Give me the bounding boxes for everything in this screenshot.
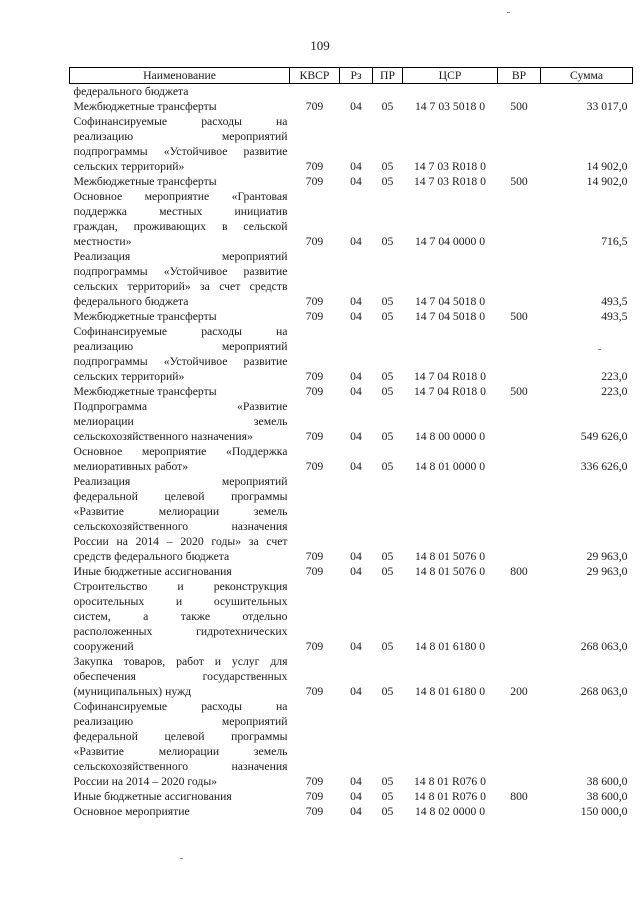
cell-csr: 14 8 01 R076 0 (413, 790, 487, 803)
table-row (70, 579, 633, 654)
cell-sum: 223,0 (601, 370, 628, 383)
cell-name-line: Межбюджетные трансферты (73, 175, 217, 188)
cell-sum: 268 063,0 (580, 685, 628, 698)
table-row (70, 174, 633, 189)
cell-pr: 05 (381, 235, 394, 248)
cell-pr: 05 (381, 790, 394, 803)
cell-name (70, 249, 290, 309)
cell-sum: 268 063,0 (580, 640, 628, 653)
column-header-sum: Сумма (541, 68, 633, 84)
cell-name-line: Основное мероприятие «Поддержка (73, 445, 288, 458)
cell-sum: 336 626,0 (580, 460, 628, 473)
cell-vr: 500 (510, 310, 528, 323)
cell-csr: 14 7 04 R018 0 (413, 370, 487, 383)
cell-name-line: оросительных и осушительных (73, 595, 288, 608)
cell-csr: 14 7 03 R018 0 (413, 175, 487, 188)
cell-name (70, 189, 290, 249)
cell-kvsr: 709 (305, 685, 324, 698)
cell-name (70, 444, 290, 474)
table-row (70, 474, 633, 564)
column-header-pr: ПР (373, 68, 403, 84)
cell-sum: 38 600,0 (586, 790, 628, 803)
cell-name-line: обеспечения государственных (73, 670, 288, 683)
cell-vr (498, 579, 541, 654)
cell-name-line: подпрограммы «Устойчивое развитие (73, 265, 288, 278)
cell-name-line: местности» (73, 235, 132, 248)
cell-sum: 38 600,0 (586, 775, 628, 788)
cell-rz: 04 (350, 370, 362, 383)
cell-kvsr: 709 (305, 235, 324, 248)
cell-kvsr: 709 (305, 100, 324, 113)
table-row (70, 699, 633, 789)
cell-csr: 14 8 01 R076 0 (413, 775, 487, 788)
cell-kvsr: 709 (305, 790, 324, 803)
cell-vr: 500 (510, 100, 528, 113)
cell-name-line: Софинансируемые расходы на (73, 325, 288, 338)
cell-name-line: федеральной целевой программы (73, 490, 288, 503)
table-row (70, 564, 633, 579)
cell-name-line: сооружений (73, 640, 134, 653)
cell-rz: 04 (350, 775, 362, 788)
cell-csr: 14 7 03 5018 0 (414, 100, 486, 113)
cell-kvsr: 709 (305, 175, 324, 188)
cell-pr (373, 84, 403, 100)
cell-rz (340, 84, 373, 100)
cell-kvsr: 709 (305, 775, 324, 788)
table-row (70, 249, 633, 309)
table-row (70, 114, 633, 174)
cell-vr (498, 189, 541, 249)
table-row (70, 324, 633, 384)
cell-name (70, 789, 290, 804)
cell-rz: 04 (350, 430, 362, 443)
cell-name-line: Межбюджетные трансферты (73, 310, 217, 323)
cell-pr: 05 (381, 805, 394, 818)
cell-pr: 05 (381, 295, 394, 308)
cell-kvsr: 709 (305, 460, 324, 473)
cell-sum (541, 84, 633, 100)
cell-name-line: Строительство и реконструкция (73, 580, 288, 593)
cell-rz: 04 (350, 640, 362, 653)
cell-kvsr: 709 (305, 160, 324, 173)
cell-name-line: Реализация мероприятий (73, 475, 288, 488)
cell-name-line: расположенных гидротехнических (73, 625, 288, 638)
cell-name (70, 579, 290, 654)
cell-name-line: Иные бюджетные ассигнования (73, 565, 232, 578)
cell-vr (498, 114, 541, 174)
cell-name-line: реализацию мероприятий (73, 130, 288, 143)
cell-name-line: федерального бюджета (73, 85, 189, 98)
cell-name-line: Софинансируемые расходы на (73, 700, 288, 713)
cell-csr: 14 7 03 R018 0 (413, 160, 487, 173)
cell-kvsr: 709 (305, 430, 324, 443)
cell-name-line: Межбюджетные трансферты (73, 100, 217, 113)
cell-name-line: сельскохозяйственного назначения (73, 760, 288, 773)
table-row (70, 309, 633, 324)
cell-sum: 29 963,0 (586, 565, 628, 578)
cell-name-line: поддержка местных инициатив (73, 205, 288, 218)
cell-name-line: мелиорации земель (73, 415, 288, 428)
table-row (70, 84, 633, 100)
cell-rz: 04 (350, 175, 362, 188)
table-row (70, 384, 633, 399)
cell-name-line: мелиоративных работ» (73, 460, 189, 473)
cell-pr: 05 (381, 550, 394, 563)
cell-pr: 05 (381, 460, 394, 473)
cell-csr: 14 8 01 5076 0 (414, 565, 486, 578)
cell-pr: 05 (381, 370, 394, 383)
cell-csr: 14 8 00 0000 0 (414, 430, 486, 443)
cell-name-line: систем, а также отдельно (73, 610, 288, 623)
cell-sum: 33 017,0 (586, 100, 628, 113)
cell-pr: 05 (381, 160, 394, 173)
cell-vr (498, 699, 541, 789)
cell-name-line: Основное мероприятие «Грантовая (73, 190, 288, 203)
cell-name-line: Основное мероприятие (73, 805, 190, 818)
cell-name-line: Закупка товаров, работ и услуг для (73, 655, 288, 668)
cell-name-line: реализацию мероприятий (73, 715, 288, 728)
cell-name (70, 399, 290, 444)
cell-vr: 500 (510, 385, 528, 398)
cell-vr (498, 324, 541, 384)
cell-sum: 14 902,0 (586, 175, 628, 188)
cell-vr: 800 (510, 790, 528, 803)
scan-speck (598, 349, 601, 350)
cell-name (70, 654, 290, 699)
cell-kvsr (290, 84, 340, 100)
cell-kvsr: 709 (305, 295, 324, 308)
cell-pr: 05 (381, 385, 394, 398)
column-header-name: Наименование (70, 68, 290, 84)
cell-sum: 14 902,0 (586, 160, 628, 173)
column-header-csr: ЦСР (403, 68, 498, 84)
cell-name-line: России на 2014 – 2020 годы» (73, 775, 218, 788)
cell-name-line: подпрограммы «Устойчивое развитие (73, 355, 288, 368)
cell-sum: 493,5 (601, 295, 628, 308)
cell-name-line: Подпрограмма «Развитие (73, 400, 288, 413)
cell-pr: 05 (381, 175, 394, 188)
cell-rz: 04 (350, 790, 362, 803)
cell-rz: 04 (350, 565, 362, 578)
cell-csr: 14 8 01 5076 0 (414, 550, 486, 563)
budget-table (69, 67, 633, 819)
cell-rz: 04 (350, 460, 362, 473)
cell-vr: 200 (510, 685, 528, 698)
cell-rz: 04 (350, 685, 362, 698)
cell-vr (498, 444, 541, 474)
cell-rz: 04 (350, 385, 362, 398)
cell-name (70, 804, 290, 819)
table-row (70, 444, 633, 474)
cell-name-line: сельскохозяйственного назначения» (73, 430, 253, 443)
table-header-row (70, 68, 633, 84)
cell-name-line: сельскохозяйственного назначения (73, 520, 288, 533)
cell-rz: 04 (350, 310, 362, 323)
cell-name-line: «Развитие мелиорации земель (73, 505, 288, 518)
cell-sum: 29 963,0 (586, 550, 628, 563)
cell-kvsr: 709 (305, 370, 324, 383)
cell-pr: 05 (381, 685, 394, 698)
table-row (70, 804, 633, 819)
cell-rz: 04 (350, 100, 362, 113)
cell-rz: 04 (350, 160, 362, 173)
cell-csr: 14 8 01 6180 0 (414, 640, 486, 653)
table-row (70, 189, 633, 249)
cell-kvsr: 709 (305, 550, 324, 563)
column-header-vr: ВР (498, 68, 541, 84)
cell-pr: 05 (381, 640, 394, 653)
cell-name (70, 564, 290, 579)
cell-name-line: «Развитие мелиорации земель (73, 745, 288, 758)
cell-name-line: сельских территорий» (73, 370, 185, 383)
cell-name-line: подпрограммы «Устойчивое развитие (73, 145, 288, 158)
cell-csr: 14 7 04 R018 0 (413, 385, 487, 398)
column-header-kvsr: КВСР (290, 68, 340, 84)
cell-rz: 04 (350, 550, 362, 563)
cell-rz: 04 (350, 235, 362, 248)
cell-pr: 05 (381, 775, 394, 788)
cell-rz: 04 (350, 295, 362, 308)
cell-sum: 150 000,0 (580, 805, 628, 818)
cell-name-line: средств федерального бюджета (73, 550, 230, 563)
cell-name-line: реализацию мероприятий (73, 340, 288, 353)
cell-csr (403, 84, 498, 100)
cell-kvsr: 709 (305, 310, 324, 323)
cell-name (70, 84, 290, 100)
table-row (70, 99, 633, 114)
cell-name-line: Межбюджетные трансферты (73, 385, 217, 398)
cell-name (70, 324, 290, 384)
cell-name (70, 114, 290, 174)
cell-name-line: федеральной целевой программы (73, 730, 288, 743)
cell-sum: 223,0 (601, 385, 628, 398)
cell-vr (498, 249, 541, 309)
cell-sum: 549 626,0 (580, 430, 628, 443)
cell-vr (498, 84, 541, 100)
page-number: 109 (310, 38, 330, 53)
cell-name-line: сельских территорий» за счет средств (73, 280, 288, 293)
table-row (70, 789, 633, 804)
cell-name-line: федерального бюджета (73, 295, 189, 308)
cell-csr: 14 8 01 6180 0 (414, 685, 486, 698)
cell-csr: 14 8 01 0000 0 (414, 460, 486, 473)
cell-vr (498, 399, 541, 444)
scan-speck (180, 858, 183, 859)
cell-csr: 14 7 04 0000 0 (414, 235, 486, 248)
cell-name (70, 99, 290, 114)
cell-name (70, 384, 290, 399)
cell-vr (498, 474, 541, 564)
cell-name-line: Софинансируемые расходы на (73, 115, 288, 128)
cell-vr: 500 (510, 175, 528, 188)
cell-name-line: граждан, проживающих в сельской (73, 220, 288, 233)
table-body (70, 84, 633, 820)
cell-sum: 716,5 (601, 235, 628, 248)
cell-vr: 800 (510, 565, 528, 578)
cell-rz: 04 (350, 805, 362, 818)
cell-pr: 05 (381, 100, 394, 113)
cell-name-line: Реализация мероприятий (73, 250, 288, 263)
cell-pr: 05 (381, 310, 394, 323)
cell-csr: 14 7 04 5018 0 (414, 295, 486, 308)
cell-pr: 05 (381, 565, 394, 578)
cell-kvsr: 709 (305, 565, 324, 578)
cell-name (70, 474, 290, 564)
cell-name-line: сельских территорий» (73, 160, 185, 173)
cell-vr (498, 804, 541, 819)
cell-csr: 14 8 02 0000 0 (414, 805, 486, 818)
cell-name-line: (муниципальных) нужд (73, 685, 192, 698)
cell-name-line: России на 2014 – 2020 годы» за счет (73, 535, 288, 548)
cell-kvsr: 709 (305, 385, 324, 398)
table-row (70, 654, 633, 699)
cell-name (70, 699, 290, 789)
cell-pr: 05 (381, 430, 394, 443)
column-header-rz: Рз (340, 68, 373, 84)
cell-kvsr: 709 (305, 805, 324, 818)
scan-speck (507, 12, 510, 13)
table-row (70, 399, 633, 444)
cell-csr: 14 7 04 5018 0 (414, 310, 486, 323)
cell-sum: 493,5 (601, 310, 628, 323)
cell-name-line: Иные бюджетные ассигнования (73, 790, 232, 803)
cell-kvsr: 709 (305, 640, 324, 653)
cell-name (70, 309, 290, 324)
cell-name (70, 174, 290, 189)
